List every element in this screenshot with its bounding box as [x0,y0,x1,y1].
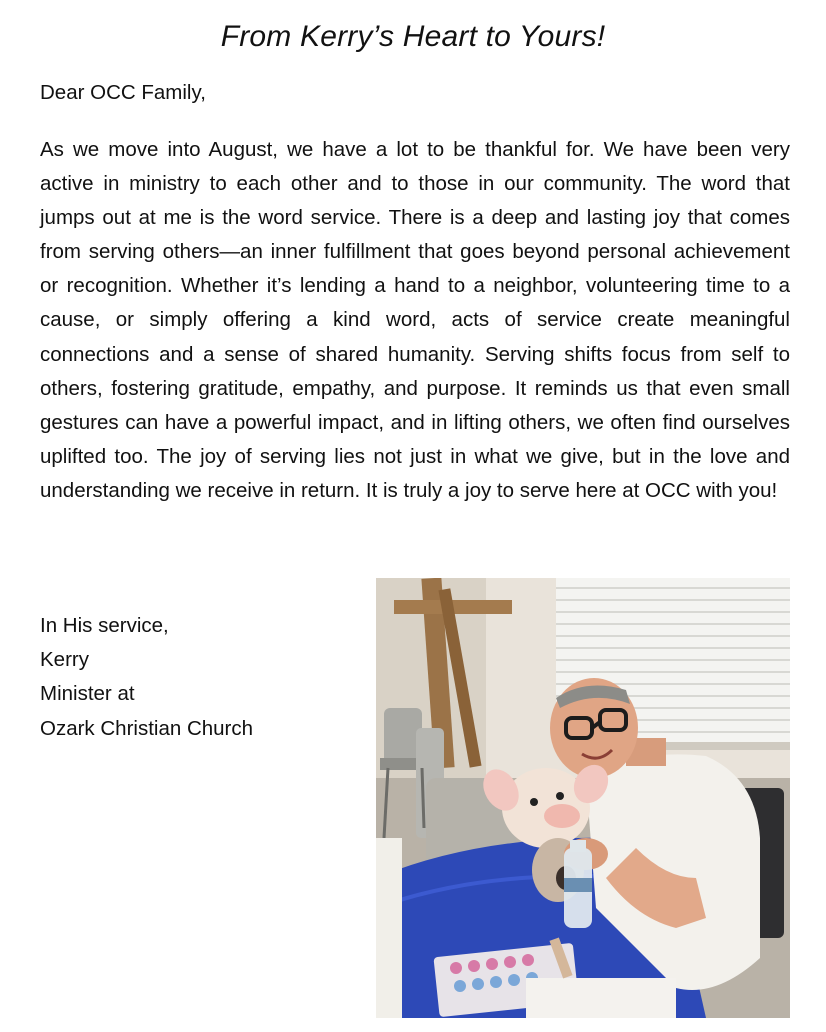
signature-closing: In His service, [40,614,169,637]
water-bottle [564,840,592,928]
letter-greeting: Dear OCC Family, [40,81,206,104]
signature-role: Minister at [40,682,135,706]
page-title: From Kerry’s Heart to Yours! [220,20,606,53]
letter-body: As we move into August, we have a lot to be thankful for. We have been very active in ministry to each other and to those in our community. The word that jumps out at me is the word service. There is a deep and lasting joy that comes from serving others—an inner fulfillment that goes beyond personal achievement or recognition. Whether it’s lending a hand to a neighbor, volunteering time to a cause, or simply offering a kind word, acts of service create meaningful connections and a sense of shared humanity. Serving shifts focus from self to others, fostering gratitude, empathy, and purpose. It reminds us that even small gestures can have a powerful impact, and in lifting others, we often find ourselves uplifted too. The joy of serving lies not just in what we give, but in the love and understanding we receive in return. It is truly a joy to serve here at OCC with you! [40,138,790,502]
letter-signature [40,609,253,746]
signature-organization: Ozark Christian Church [40,716,254,740]
signature-name: Kerry [40,648,89,672]
photo-of-kerry [376,578,790,1018]
